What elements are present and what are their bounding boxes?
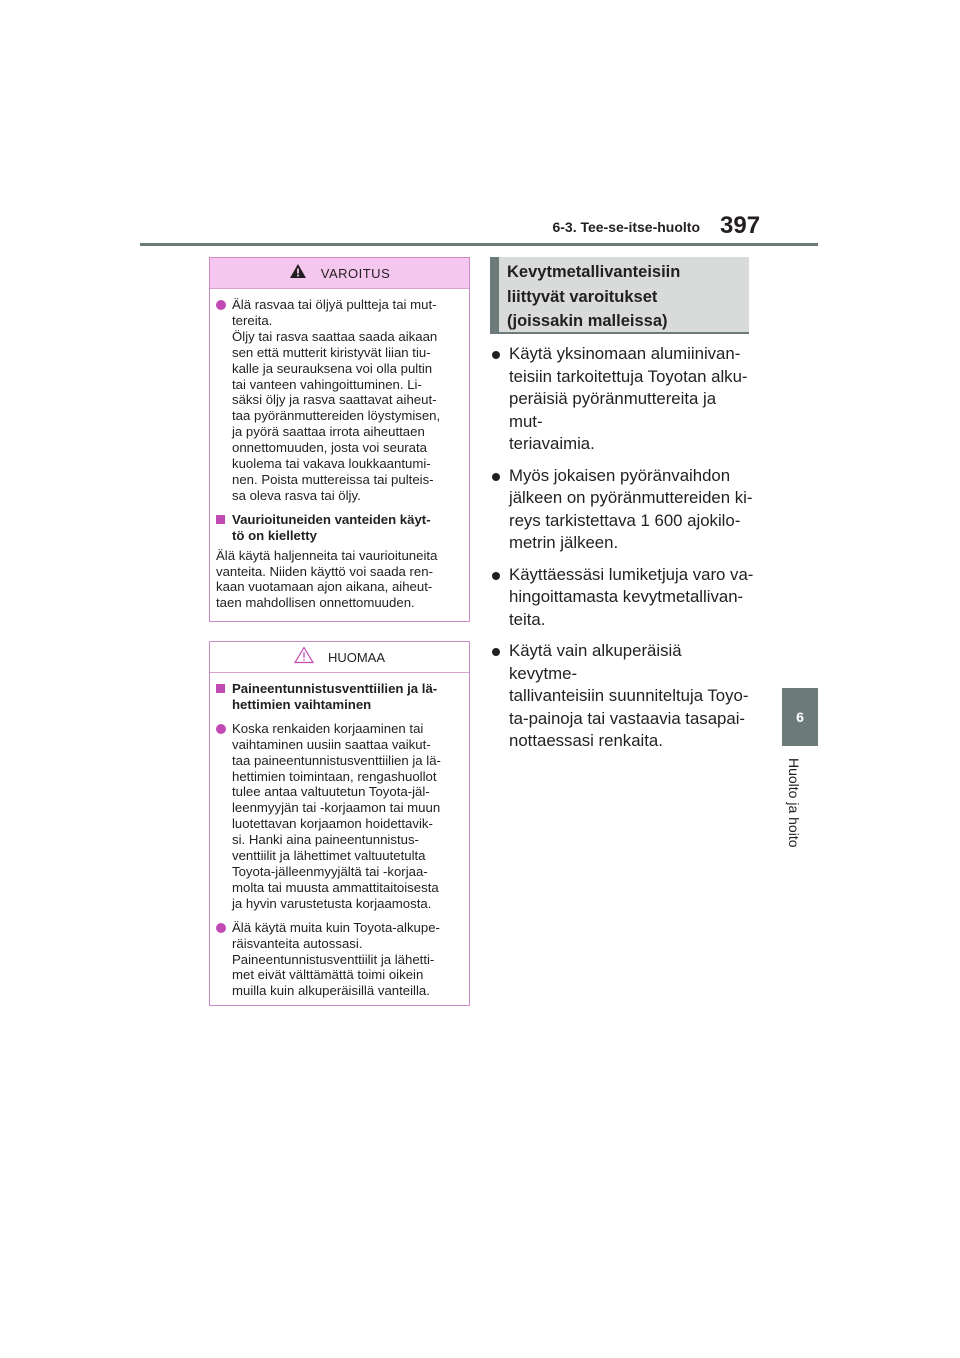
text-line: metrin jälkeen. [509, 533, 619, 552]
section-breadcrumb: 6-3. Tee-se-itse-huolto [552, 219, 700, 235]
dot-icon [216, 724, 226, 734]
text-line: tereita. [232, 312, 273, 328]
text-line: ta-painoja tai vastaavia tasapai- [509, 708, 746, 728]
warning-header [210, 258, 469, 289]
list-item [492, 564, 754, 632]
item-text [232, 920, 461, 1000]
text-line: nottaessasi renkaita. [509, 731, 663, 750]
text-line: peräisiä pyöränmuttereita ja mut- [509, 389, 717, 431]
text-line: ja hyvin varustetusta korjaamosta. [232, 895, 432, 911]
chapter-tab [782, 688, 818, 746]
bullet-square-icon [216, 512, 232, 544]
text-line: Paineentunnistusventtiilien ja lä- [232, 681, 438, 696]
bullet-square-icon [216, 681, 232, 713]
dot-icon [216, 300, 226, 310]
text-line: Älä käytä muita kuin Toyota-alkupe- [232, 919, 440, 935]
list-item [216, 920, 461, 1000]
notice-header [210, 642, 469, 673]
text-line: hettimien toimintaan, rengashuollot [232, 768, 437, 784]
text-line: Myös jokaisen pyöränvaihdon [509, 465, 731, 485]
bullet-text [509, 343, 754, 456]
dot-icon [492, 351, 500, 359]
text-line: vaihtaminen uusiin saattaa vaikut- [232, 736, 431, 752]
section-bullet-list [492, 343, 754, 762]
bullet-dot-icon [492, 564, 509, 632]
bullet-dot-icon [492, 640, 509, 753]
bullet-dot-icon [216, 721, 232, 912]
item-text [232, 297, 461, 504]
item-heading [232, 681, 461, 713]
text-line: met eivät välttämättä toimi oikein [232, 967, 424, 983]
item-text [232, 721, 461, 912]
text-line: hingoittamasta kevytmetallivan- [509, 587, 744, 606]
text-line: kaan vuotamaan ajon aikana, aiheut- [216, 579, 433, 595]
list-item [216, 297, 461, 504]
text-line: sen että mutterit kiristyvät liian tiu- [232, 344, 431, 360]
text-line: kalle ja seurauksena voi olla pultin [232, 360, 433, 376]
warning-triangle-icon [289, 263, 307, 284]
text-line: vanteita. Niiden käyttö voi saada ren- [216, 563, 433, 579]
text-line: taa paineentunnistusventtiilien ja lä- [232, 752, 441, 768]
text-line: Paineentunnistusventtiilit ja lähetti- [232, 951, 435, 967]
text-line: teita. [509, 609, 546, 629]
text-line: muilla kuin alkuperäisillä vanteilla. [232, 983, 430, 999]
text-line: tai vanteen vahingoittuminen. Li- [232, 376, 422, 392]
square-icon [216, 515, 225, 524]
chapter-title: Huolto ja hoito [786, 758, 802, 848]
list-item [492, 640, 754, 753]
text-line: Öljy tai rasva saattaa saada aikaan [232, 328, 438, 344]
text-line: (joissakin malleissa) [507, 312, 668, 330]
text-line: reys tarkistettava 1 600 ajokilo- [509, 510, 741, 530]
text-line: Koska renkaiden korjaaminen tai [232, 720, 424, 736]
text-line: taen mahdollisen onnettomuuden. [216, 595, 415, 611]
text-line: ja pyörä saattaa irrota aiheuttaen [232, 424, 425, 440]
bullet-text [509, 564, 754, 632]
dot-icon [492, 572, 500, 580]
dot-icon [492, 473, 500, 481]
text-line: räisvanteita autossasi. [232, 935, 363, 951]
square-icon [216, 684, 225, 693]
warning-box [209, 257, 470, 622]
bullet-dot-icon [216, 297, 232, 504]
notice-triangle-outline-icon [294, 646, 314, 669]
text-line: Älä rasvaa tai öljyä pultteja tai mut- [232, 297, 437, 312]
list-item [492, 343, 754, 456]
header-divider [140, 243, 818, 246]
bullet-dot-icon [492, 465, 509, 555]
text-line: tallivanteisiin suunniteltuja Toyo- [509, 686, 749, 705]
text-line: Käytä yksinomaan alumiinivan- [509, 344, 741, 363]
bullet-dot-icon [492, 343, 509, 456]
dot-icon [492, 648, 500, 656]
text-line: teisiin tarkoitettuja Toyotan alku- [509, 366, 748, 386]
bullet-text [509, 465, 754, 555]
text-line: leenmyyjän tai -korjaamon tai muun [232, 800, 441, 816]
text-line: Kevytmetallivanteisiin [507, 263, 681, 281]
text-line: Toyota-jälleenmyyjältä tai -korjaa- [232, 863, 428, 879]
dot-icon [216, 923, 226, 933]
text-line: Käytä vain alkuperäisiä kevytme- [509, 641, 682, 683]
text-line: teriavaimia. [509, 434, 595, 453]
text-line: luotettavan korjaamon hoidettavik- [232, 816, 433, 832]
text-line: Käyttäessäsi lumiketjuja varo va- [509, 564, 754, 584]
notice-box [209, 641, 470, 1006]
text-line: si. Hanki aina paineentunnistus- [232, 832, 419, 848]
item-heading [232, 512, 461, 544]
section-heading [490, 257, 749, 334]
list-item [216, 721, 461, 912]
text-line: kuolema tai vakava loukkaantumi- [232, 456, 431, 472]
notice-title: HUOMAA [327, 649, 386, 665]
text-line: Vaurioituneiden vanteiden käyt- [232, 511, 431, 527]
text-line: tulee antaa valtuutetun Toyota-jäl- [232, 784, 430, 800]
warning-title: VAROITUS [320, 265, 391, 281]
text-line: tö on kielletty [232, 527, 317, 543]
chapter-number: 6 [796, 709, 804, 725]
page-number: 397 [720, 212, 761, 239]
text-line: Älä käytä haljenneita tai vaurioituneita [216, 547, 438, 563]
text-line: hettimien vaihtaminen [232, 696, 372, 712]
text-line: taa pyöränmuttereiden löystymisen, [232, 408, 441, 424]
text-line: venttiilit ja lähettimet valtuutetulta [232, 848, 426, 864]
list-item [216, 512, 461, 544]
warning-paragraph [216, 548, 461, 612]
warning-body [210, 289, 469, 611]
text-line: molta tai muusta ammattitaitoisesta [232, 879, 439, 895]
list-item [492, 465, 754, 555]
bullet-text [509, 640, 754, 753]
text-line: nen. Poista muttereissa tai pulteis- [232, 471, 434, 487]
text-line: onnettomuuden, josta voi seurata [232, 440, 428, 456]
text-line: säksi öljy ja rasva saattavat aiheut- [232, 392, 437, 408]
text-line: sa oleva rasva tai öljy. [232, 487, 361, 503]
notice-body [210, 673, 469, 999]
text-line: jälkeen on pyöränmuttereiden ki- [509, 488, 753, 507]
text-line: liittyvät varoitukset [507, 287, 658, 306]
bullet-dot-icon [216, 920, 232, 1000]
list-item [216, 681, 461, 713]
